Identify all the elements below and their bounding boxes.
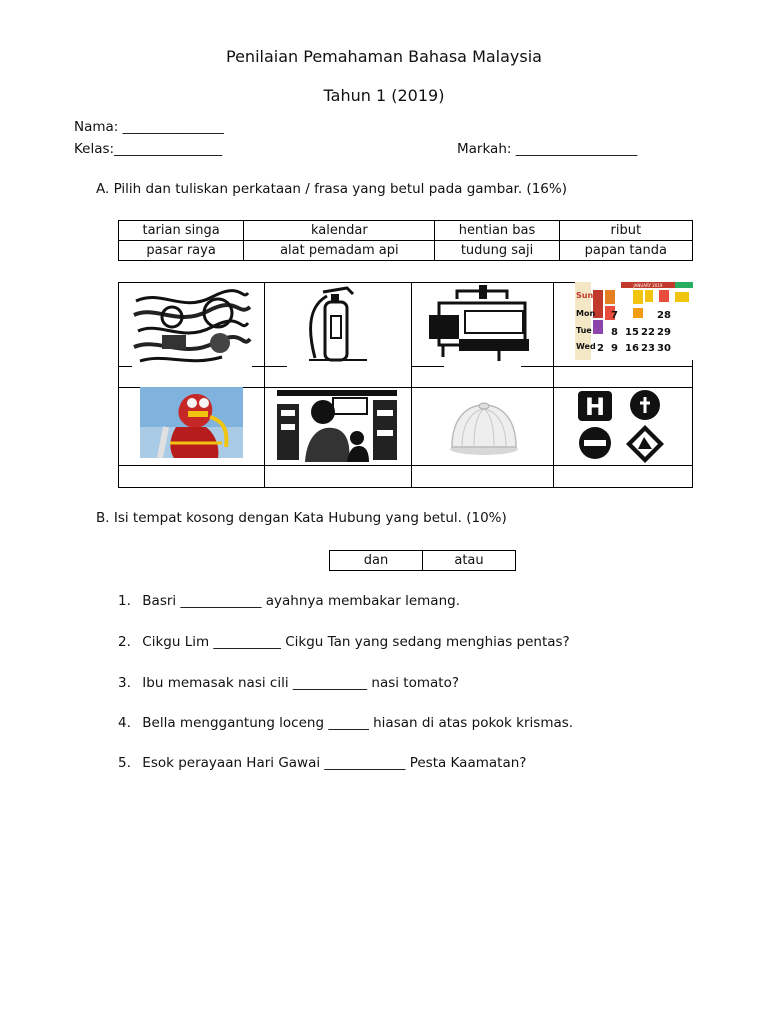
lion-dance-picture [140, 387, 243, 462]
svg-text:22: 22 [641, 327, 655, 338]
question-item [118, 593, 460, 609]
word-bank-table [118, 220, 693, 261]
picture-grid [118, 282, 693, 488]
word-bank-row [119, 241, 693, 261]
question-number: 5. [118, 755, 131, 771]
conjunction-option: atau [423, 551, 516, 571]
svg-text:23: 23 [641, 343, 655, 354]
supermarket-picture [277, 390, 397, 466]
question-item [118, 675, 459, 691]
question-text: Cikgu Lim __________ Cikgu Tan yang sedang menghias pentas? [142, 634, 570, 650]
food-cover-picture [448, 401, 520, 461]
conjunction-options-table [329, 550, 516, 571]
question-item [118, 634, 570, 650]
question-item [118, 755, 526, 771]
svg-text:9: 9 [611, 343, 618, 354]
word-bank-row [119, 221, 693, 241]
svg-text:15: 15 [625, 327, 639, 338]
class-field: Kelas:________________ [74, 141, 223, 157]
word-option: pasar raya [119, 241, 244, 261]
marks-field: Markah: __________________ [457, 141, 638, 157]
signboard-picture [574, 387, 674, 467]
question-number: 3. [118, 675, 131, 691]
page-subtitle: Tahun 1 (2019) [323, 86, 445, 105]
svg-text:2: 2 [597, 343, 604, 354]
section-a-instruction: A. Pilih dan tuliskan perkataan / frasa yang betul pada gambar. (16%) [96, 181, 567, 197]
word-option: alat pemadam api [244, 241, 435, 261]
question-text: Bella menggantung loceng ______ hiasan di atas pokok krismas. [142, 715, 574, 731]
word-option: ribut [559, 221, 692, 241]
word-option: hentian bas [435, 221, 559, 241]
svg-text:30: 30 [657, 343, 671, 354]
storm-picture [132, 287, 252, 371]
question-item [118, 715, 573, 731]
calendar-header: JANUARY 2019 [633, 283, 663, 288]
svg-text:7: 7 [611, 310, 618, 321]
bus-stop-picture [429, 285, 535, 365]
svg-text:29: 29 [657, 327, 671, 338]
question-number: 1. [118, 593, 131, 609]
name-field: Nama: _______________ [74, 119, 224, 135]
svg-text:8: 8 [611, 327, 618, 338]
question-text: Basri ____________ ayahnya membakar lemang. [142, 593, 460, 609]
fire-extinguisher-picture [303, 284, 373, 368]
hospital-sign-letter: H [584, 393, 606, 421]
question-number: 4. [118, 715, 131, 731]
question-text: Ibu memasak nasi cili ___________ nasi tomato? [142, 675, 459, 691]
svg-text:28: 28 [657, 310, 671, 321]
section-b-instruction: B. Isi tempat kosong dengan Kata Hubung yang betul. (10%) [96, 510, 507, 526]
word-option: tarian singa [119, 221, 244, 241]
word-option: tudung saji [435, 241, 559, 261]
word-option: kalendar [244, 221, 435, 241]
svg-text:Mon: Mon [576, 309, 596, 318]
svg-text:16: 16 [625, 343, 639, 354]
question-number: 2. [118, 634, 131, 650]
svg-text:Sun: Sun [576, 291, 594, 300]
calendar-picture [575, 282, 693, 364]
word-option: papan tanda [559, 241, 692, 261]
svg-text:Tue: Tue [576, 326, 592, 335]
question-text: Esok perayaan Hari Gawai ____________ Pesta Kaamatan? [142, 755, 527, 771]
conjunction-row [330, 551, 516, 571]
svg-text:Wed: Wed [576, 342, 596, 351]
page-title: Penilaian Pemahaman Bahasa Malaysia [226, 47, 542, 66]
conjunction-option: dan [330, 551, 423, 571]
